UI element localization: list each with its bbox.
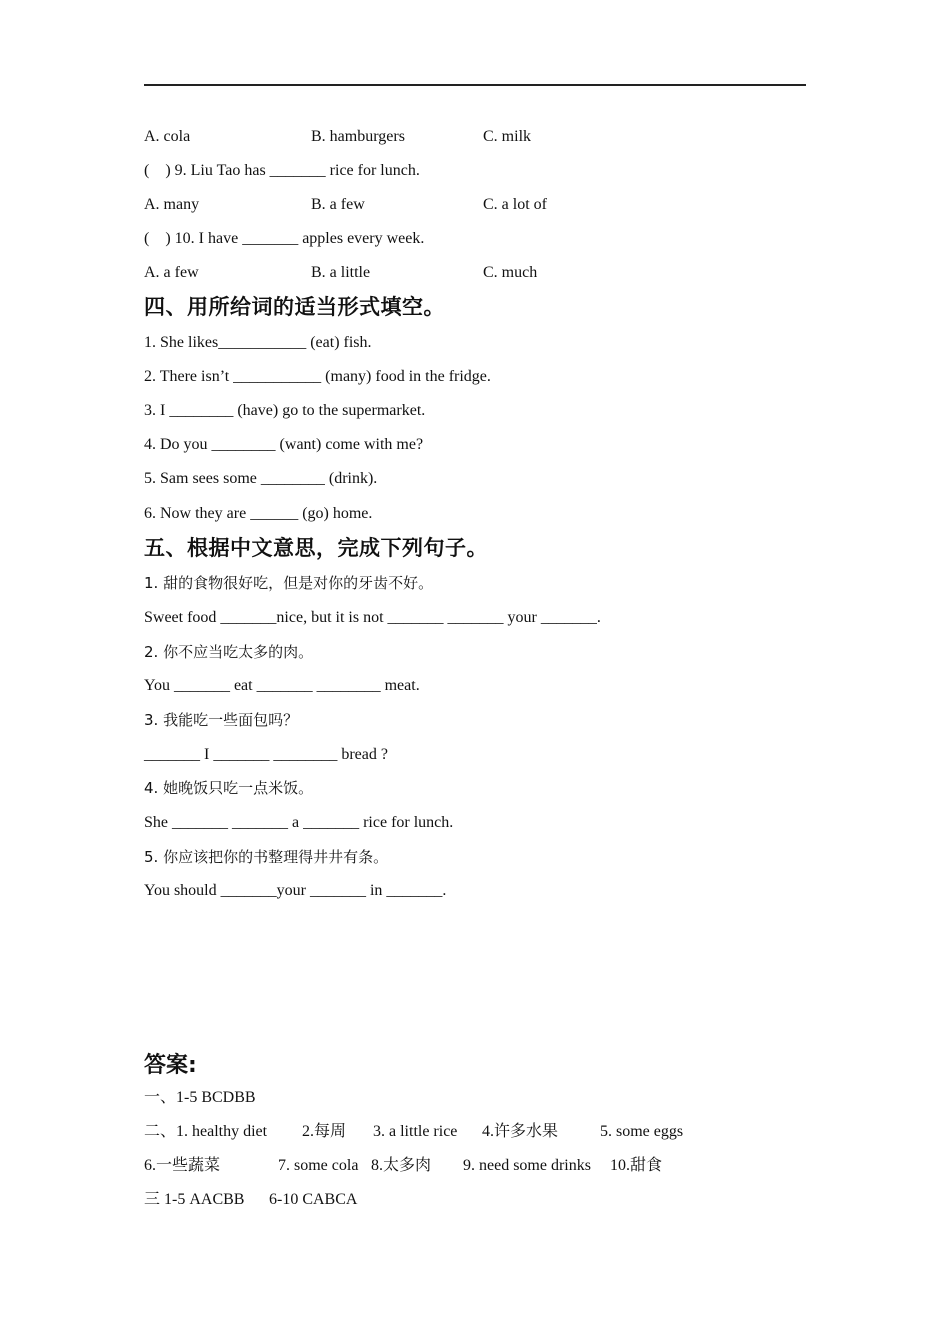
header-rule — [144, 84, 806, 86]
q8-option-b: B. hamburgers — [311, 128, 405, 145]
answer-item: 8.太多肉 — [371, 1157, 432, 1174]
answer-item: 9. need some drinks — [463, 1157, 591, 1174]
section-4-item: 4. Do you ________ (want) come with me? — [144, 436, 424, 453]
q9-option-a: A. many — [144, 196, 200, 213]
question-10: ( ) 10. I have _______ apples every week. — [144, 230, 425, 247]
section-5-english-sentence: She _______ _______ a _______ rice for lunch. — [144, 814, 454, 831]
answer-item: 二、1. healthy diet — [144, 1123, 268, 1140]
section-4-title: 四、用所给词的适当形式填空。 — [144, 295, 445, 319]
section-5-chinese-prompt: 1. 甜的食物很好吃，但是对你的牙齿不好。 — [144, 574, 434, 592]
answer-item: 7. some cola — [278, 1157, 359, 1174]
q8-option-a: A. cola — [144, 128, 191, 145]
q10-option-c: C. much — [483, 264, 538, 281]
answers-title: 答案: — [144, 1053, 197, 1078]
section-4-item: 1. She likes___________ (eat) fish. — [144, 334, 372, 351]
q10-option-b: B. a little — [311, 264, 371, 281]
section-5-english-sentence: You _______ eat _______ ________ meat. — [144, 677, 420, 694]
section-4-item: 5. Sam sees some ________ (drink). — [144, 470, 378, 487]
answer-item: 2.每周 — [302, 1123, 347, 1140]
section-5-english-sentence: Sweet food _______nice, but it is not _______ _______ your _______. — [144, 609, 601, 626]
answer-item: 6-10 CABCA — [269, 1191, 358, 1208]
section-5-chinese-prompt: 4. 她晚饭只吃一点米饭。 — [144, 779, 314, 797]
answer-item: 5. some eggs — [600, 1123, 684, 1140]
q10-option-a: A. a few — [144, 264, 199, 281]
section-5-english-sentence: _______ I _______ ________ bread ? — [144, 746, 388, 763]
section-5-chinese-prompt: 2. 你不应当吃太多的肉。 — [144, 643, 314, 661]
question-9: ( ) 9. Liu Tao has _______ rice for lunch. — [144, 162, 420, 179]
q8-option-c: C. milk — [483, 128, 532, 145]
section-4-item: 2. There isn’t ___________ (many) food in the fridge. — [144, 368, 491, 385]
answer-item: 三 1-5 AACBB — [144, 1191, 245, 1208]
answer-line-1: 一、1-5 BCDBB — [144, 1089, 256, 1106]
answer-item: 10.甜食 — [610, 1157, 663, 1174]
answer-item: 4.许多水果 — [482, 1123, 559, 1140]
q9-option-c: C. a lot of — [483, 196, 547, 213]
section-4-item: 6. Now they are ______ (go) home. — [144, 505, 373, 522]
answer-item: 3. a little rice — [373, 1123, 458, 1140]
answer-item: 6.一些蔬菜 — [144, 1157, 221, 1174]
section-5-title: 五、根据中文意思，完成下列句子。 — [144, 536, 488, 560]
section-4-item: 3. I ________ (have) go to the supermarket. — [144, 402, 426, 419]
q9-option-b: B. a few — [311, 196, 365, 213]
section-5-chinese-prompt: 3. 我能吃一些面包吗？ — [144, 711, 299, 729]
section-5-chinese-prompt: 5. 你应该把你的书整理得井井有条。 — [144, 848, 389, 866]
section-5-english-sentence: You should _______your _______ in _______. — [144, 882, 447, 899]
